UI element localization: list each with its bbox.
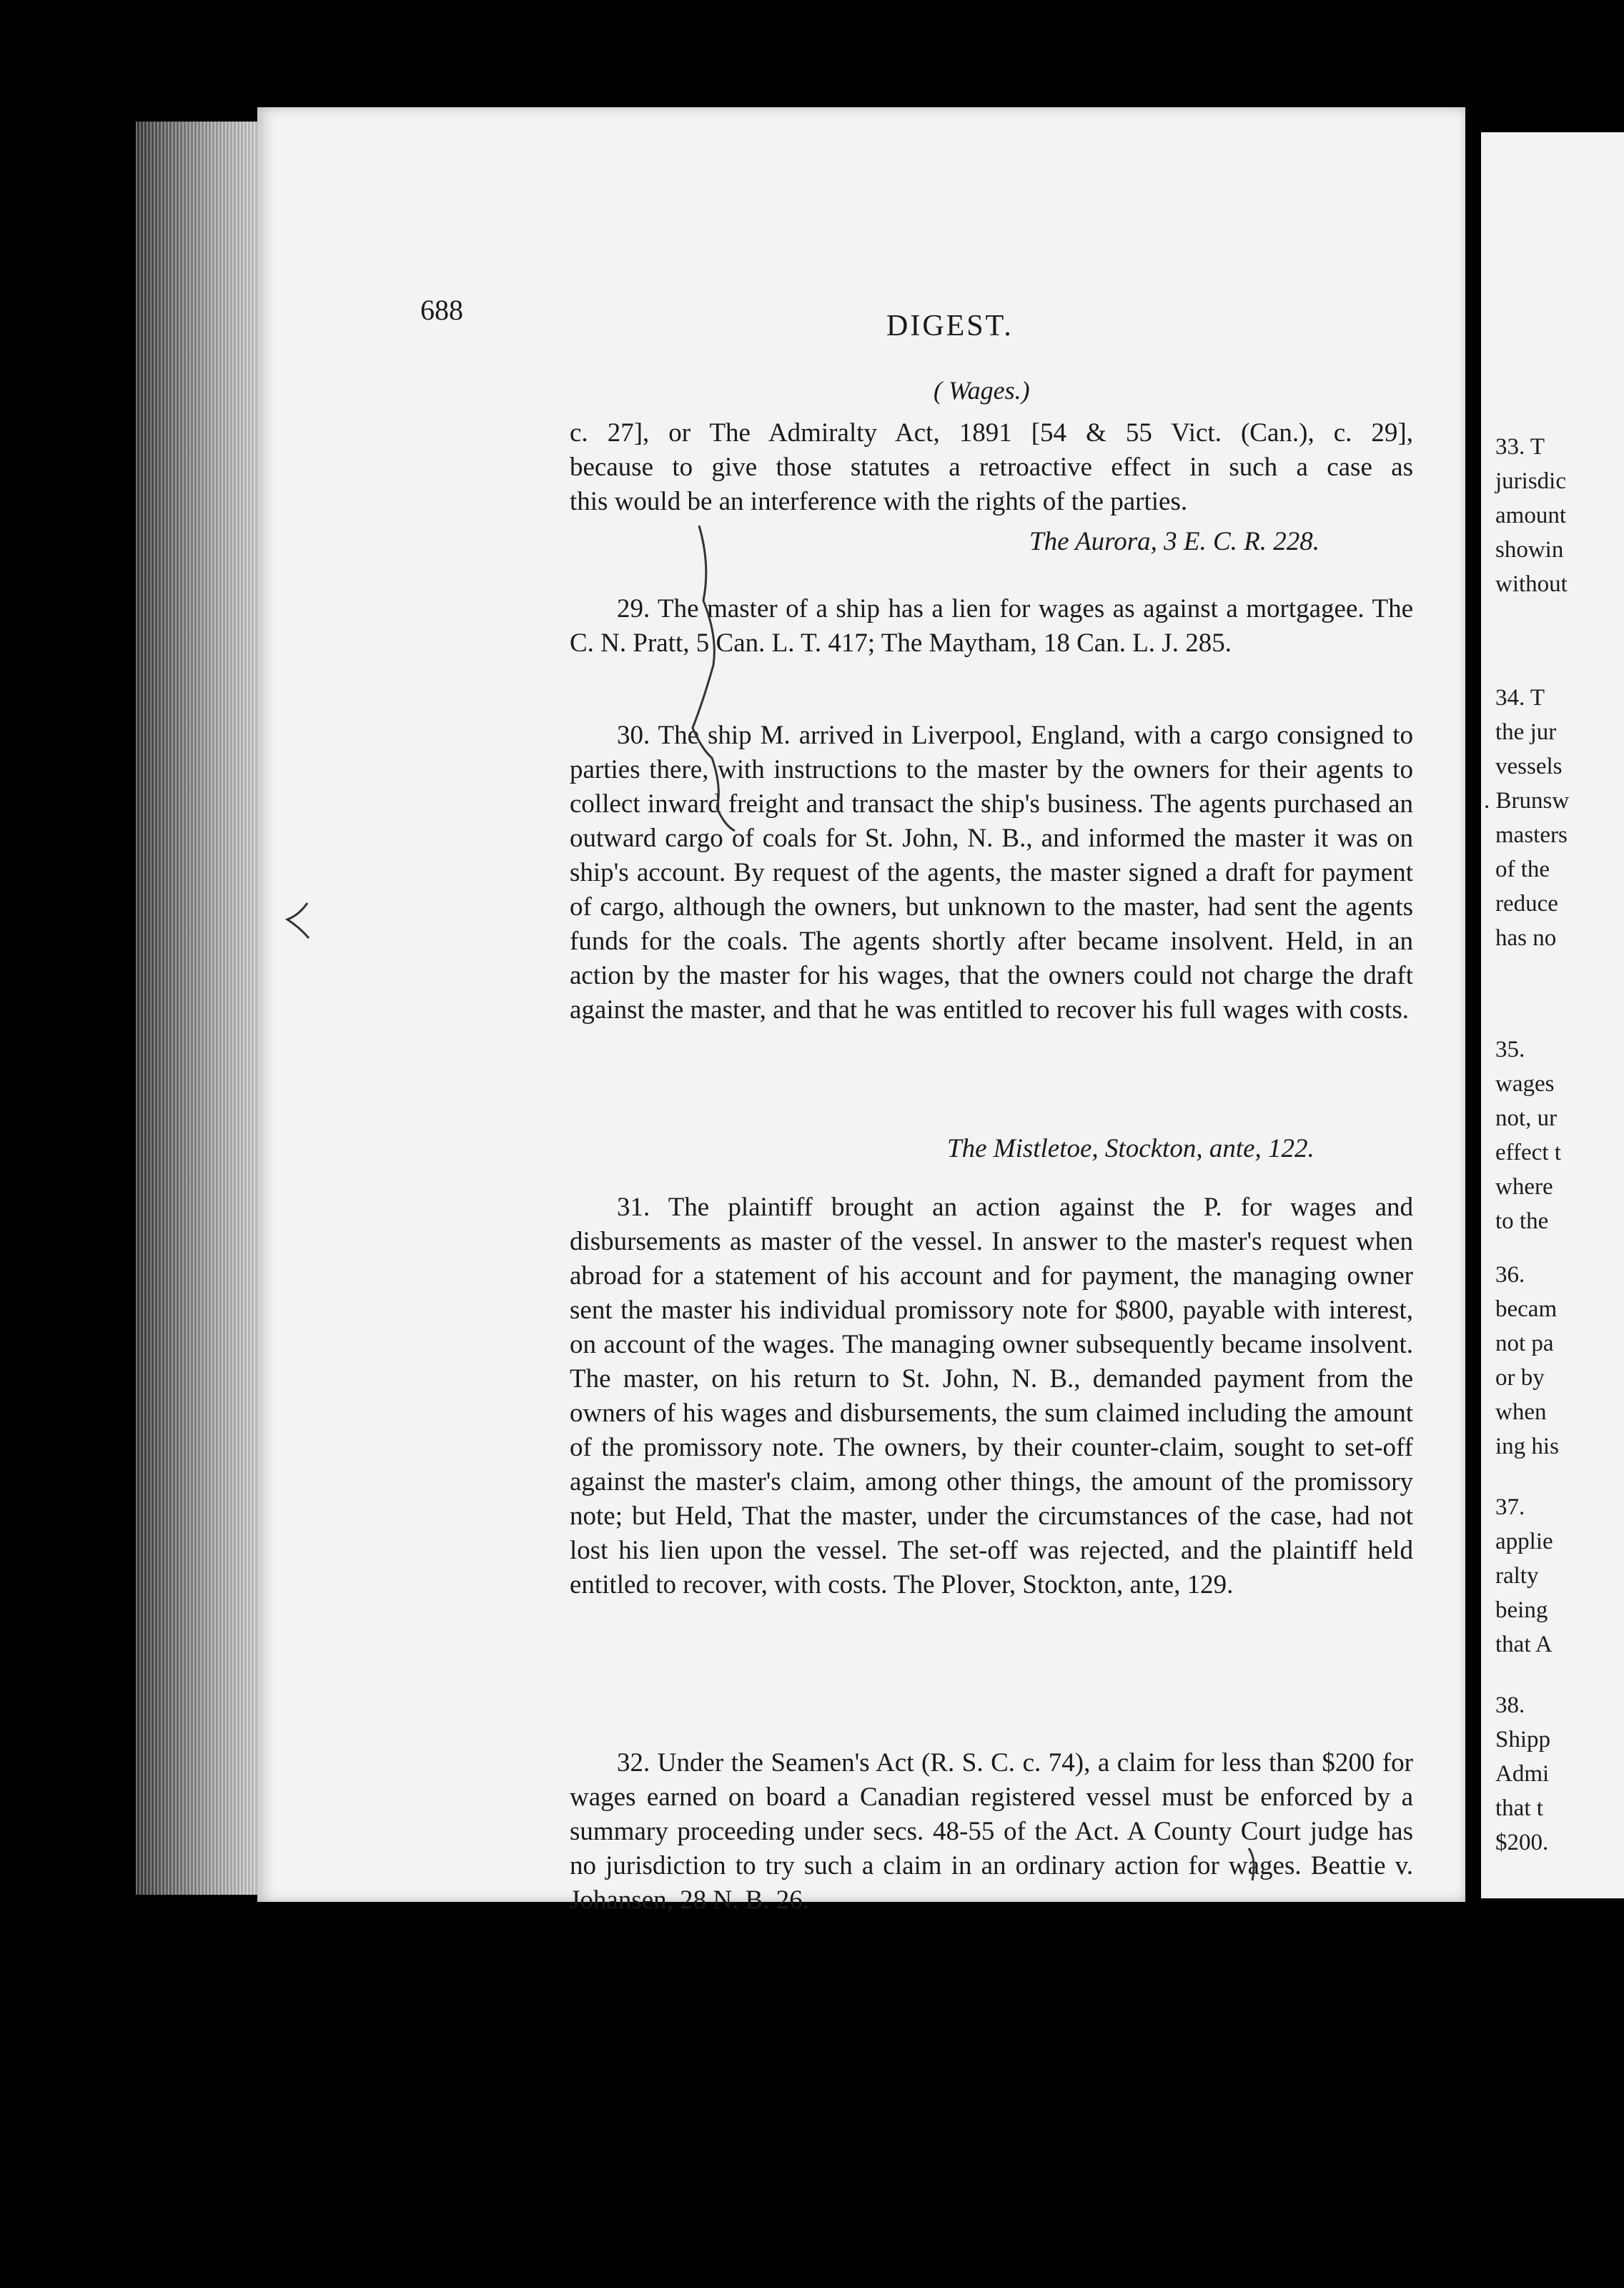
facing-page-fragment: of the bbox=[1495, 857, 1550, 882]
facing-page-fragment: where bbox=[1495, 1174, 1553, 1200]
facing-page-fragment: that t bbox=[1495, 1795, 1543, 1821]
facing-page-fragment: showin bbox=[1495, 537, 1564, 563]
facing-page-fragment: jurisdic bbox=[1495, 468, 1566, 494]
facing-page-fragment: that A bbox=[1495, 1632, 1553, 1657]
paragraph-31: 31. The plaintiff brought an action against the P. for wages and disbursements as master of the vessel. In answer to the master's request when abroad for a statement of his account and for payment, the managing owner sent the master his individual promissory note for $800, payable with interest, on account of the wages. The managing owner subsequently became insolvent. The master, on his return to St. John, N. B., demanded payment from the owners of his wages and disbursements, the sum claimed including the amount of the promissory note. The owners, by their counter-claim, sought to set-off against the master's claim, among other things, the amount of the promissory note; but Held, That the master, under the circumstances of the case, had not lost his lien upon the vessel. The set-off was rejected, and the plaintiff held entitled to recover, with costs. The Plover, Stockton, ante, 129. bbox=[570, 1193, 1413, 1599]
facing-page-fragment: 36. bbox=[1495, 1262, 1525, 1288]
facing-page-fragment: reduce bbox=[1495, 891, 1558, 917]
facing-page-fragment: to the bbox=[1495, 1208, 1549, 1234]
facing-page-fragment: not pa bbox=[1495, 1331, 1554, 1356]
page-title: DIGEST. bbox=[886, 310, 1014, 342]
page-number: 688 bbox=[420, 294, 463, 326]
facing-page-fragment: 38. bbox=[1495, 1692, 1525, 1718]
facing-page-fragment: without bbox=[1495, 571, 1568, 597]
facing-page-fragment: being bbox=[1495, 1597, 1548, 1623]
book-page-edges bbox=[136, 122, 264, 1895]
facing-page-fragment: effect t bbox=[1495, 1140, 1561, 1165]
continuation-line: this would be an interference with the rights of the parties. bbox=[570, 487, 1188, 516]
facing-page-fragment: 35. bbox=[1495, 1037, 1525, 1062]
paragraph-30: 30. The ship M. arrived in Liverpool, England, with a cargo consigned to parties there, with instructions to the master by the owners for their agents to collect inward freight and transact the ship's business. The agents purchased an outward cargo of coals for St. John, N. B., and informed the master it was on ship's account. By request of the agents, the master signed a draft for payment of cargo, although the owners, but unknown to the master, had sent the agents funds for the coals. The agents shortly after became insolvent. Held, in an action by the master for his wages, that the owners could not charge the draft against the master, and that he was entitled to recover his full wages with costs. bbox=[570, 721, 1413, 1025]
citation: The Aurora, 3 E. C. R. 228. bbox=[1029, 527, 1320, 556]
facing-page-fragment: has no bbox=[1495, 925, 1557, 951]
facing-page-fragment: vessels bbox=[1495, 754, 1563, 779]
facing-page-fragment: $200. bbox=[1495, 1830, 1549, 1855]
facing-page-fragment: ralty bbox=[1495, 1563, 1539, 1589]
citation: The Mistletoe, Stockton, ante, 122. bbox=[947, 1134, 1314, 1163]
facing-page-fragment: amount bbox=[1495, 503, 1566, 528]
facing-page-fragment: Shipp bbox=[1495, 1727, 1551, 1752]
facing-page-fragment: ing his bbox=[1495, 1434, 1559, 1459]
facing-page-fragment: when bbox=[1495, 1399, 1547, 1425]
facing-page-fragment: . Brunsw bbox=[1484, 788, 1570, 814]
facing-page bbox=[1481, 132, 1624, 1898]
facing-page-fragment: Admi bbox=[1495, 1761, 1550, 1787]
facing-page-fragment: the jur bbox=[1495, 719, 1557, 745]
facing-page-fragment: 34. T bbox=[1495, 685, 1545, 711]
section-subtitle: ( Wages.) bbox=[934, 376, 1030, 405]
facing-page-fragment: applie bbox=[1495, 1529, 1553, 1554]
paragraph-32: 32. Under the Seamen's Act (R. S. C. c. 74), a claim for less than $200 for wages earned on board a Canadian registered vessel must be enforced by a summary proceeding under secs. 48-55 of the Act. A County Court judge has no jurisdiction to try such a claim in an ordinary action for wages. Beattie v. Johansen, 28 N. B. 26. bbox=[570, 1748, 1413, 1915]
facing-page-fragment: 37. bbox=[1495, 1494, 1525, 1520]
facing-page-fragment: not, ur bbox=[1495, 1105, 1558, 1131]
paragraph-29: 29. The master of a ship has a lien for wages as against a mortgagee. The C. N. Pratt, 5 Can. L. T. 417; The Maytham, 18 Can. L. J. 285. bbox=[570, 594, 1413, 658]
facing-page-fragment: 33. T bbox=[1495, 434, 1545, 460]
facing-page-fragment: or by bbox=[1495, 1365, 1545, 1391]
facing-page-fragment: wages bbox=[1495, 1071, 1555, 1097]
continuation-line: because to give those statutes a retroactive effect in such a case as bbox=[570, 453, 1413, 482]
facing-page-fragment: becam bbox=[1495, 1296, 1558, 1322]
page-gutter bbox=[1465, 0, 1481, 2288]
continuation-line: c. 27], or The Admiralty Act, 1891 [54 & 55 Vict. (Can.), c. 29], bbox=[570, 418, 1413, 448]
facing-page-fragment: masters bbox=[1495, 822, 1568, 848]
